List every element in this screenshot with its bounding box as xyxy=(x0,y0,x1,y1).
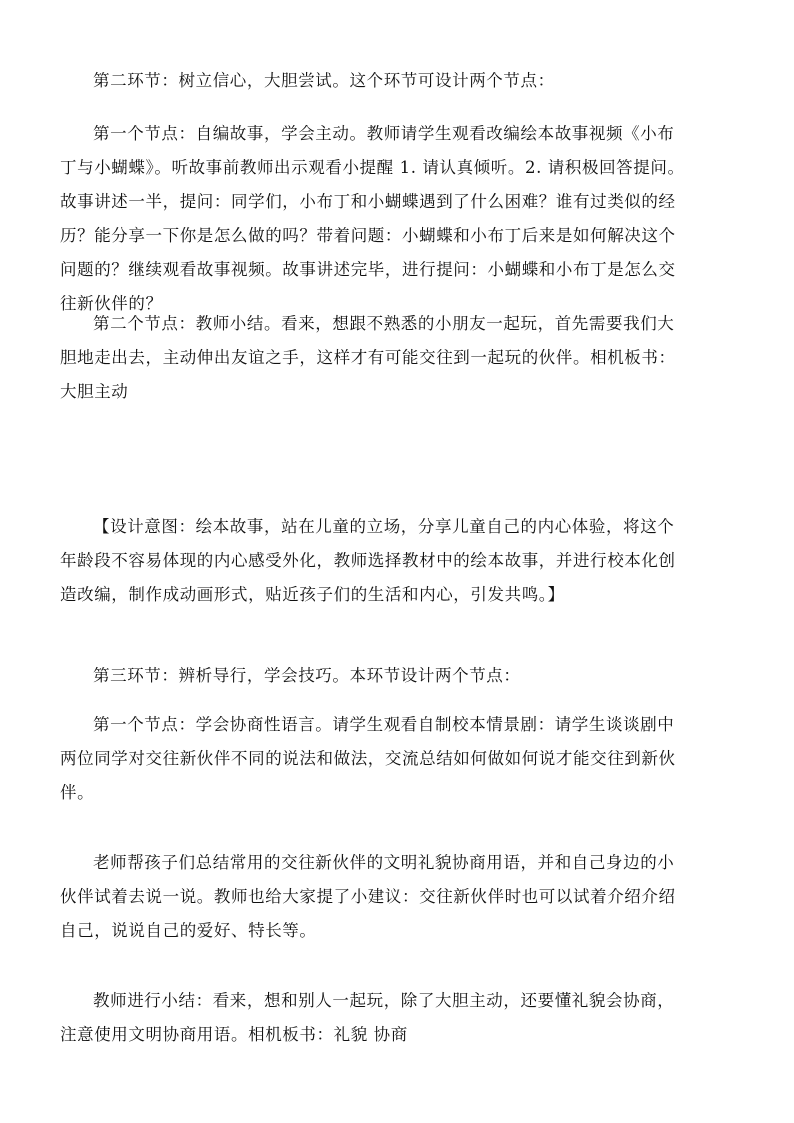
paragraph-node-two-summary xyxy=(60,307,740,409)
paragraph-line: 丁与小蝴蝶》。听故事前教师出示观看小提醒 1. 请认真倾听。2. 请积极回答提问。 xyxy=(60,158,685,177)
paragraph-line: 问题的？继续观看故事视频。故事讲述完毕，进行提问：小蝴蝶和小布丁是怎么交 xyxy=(60,260,676,279)
paragraph-line: 第二个节点：教师小结。看来，想跟不熟悉的小朋友一起玩，首先需要我们大 xyxy=(93,314,675,333)
paragraph-line: 老师帮孩子们总结常用的交往新伙伴的文明礼貌协商用语，并和自己身边的小 xyxy=(93,853,675,872)
paragraph-line: 两位同学对交往新伙伴不同的说法和做法，交流总结如何做如何说才能交往到新伙 xyxy=(60,749,676,768)
paragraph-design-intent xyxy=(60,510,740,612)
paragraph-line: 胆地走出去，主动伸出友谊之手，这样才有可能交往到一起玩的伙伴。相机板书： xyxy=(60,348,676,367)
paragraph-section-three-heading xyxy=(60,659,740,693)
paragraph-line: 第三环节：辨析导行，学会技巧。本环节设计两个节点： xyxy=(93,666,521,685)
paragraph-section-two-heading xyxy=(60,64,740,98)
paragraph-line: 大胆主动 xyxy=(60,382,129,401)
paragraph-line: 自己，说说自己的爱好、特长等。 xyxy=(60,921,317,940)
paragraph-node-one-story xyxy=(60,117,740,321)
paragraph-line: 【设计意图：绘本故事，站在儿童的立场，分享儿童自己的内心体验，将这个 xyxy=(93,517,675,536)
paragraph-line: 第二环节：树立信心，大胆尝试。这个环节可设计两个节点： xyxy=(93,71,555,90)
paragraph-line: 年龄段不容易体现的内心感受外化，教师选择教材中的绘本故事，并进行校本化创 xyxy=(60,551,676,570)
paragraph-teacher-summary-phrases xyxy=(60,846,740,948)
paragraph-final-summary xyxy=(60,984,740,1052)
paragraph-line: 第一个节点：学会协商性语言。请学生观看自制校本情景剧：请学生谈谈剧中 xyxy=(93,715,675,734)
paragraph-line: 注意使用文明协商用语。相机板书：礼貌 协商 xyxy=(60,1025,408,1044)
paragraph-line: 教师进行小结：看来，想和别人一起玩，除了大胆主动，还要懂礼貌会协商， xyxy=(93,991,675,1010)
paragraph-line: 往新伙伴的？ xyxy=(60,294,163,313)
paragraph-line: 历？能分享一下你是怎么做的吗？带着问题：小蝴蝶和小布丁后来是如何解决这个 xyxy=(60,226,676,245)
paragraph-line: 造改编，制作成动画形式，贴近孩子们的生活和内心，引发共鸣。】 xyxy=(60,585,565,604)
paragraph-line: 伙伴试着去说一说。教师也给大家提了小建议：交往新伙伴时也可以试着介绍介绍 xyxy=(60,887,676,906)
paragraph-negotiation-language xyxy=(60,708,740,810)
paragraph-line: 伴。 xyxy=(60,783,95,802)
paragraph-line: 故事讲述一半，提问：同学们，小布丁和小蝴蝶遇到了什么困难？谁有过类似的经 xyxy=(60,192,676,211)
paragraph-line: 第一个节点：自编故事，学会主动。教师请学生观看改编绘本故事视频《小布 xyxy=(93,124,675,143)
